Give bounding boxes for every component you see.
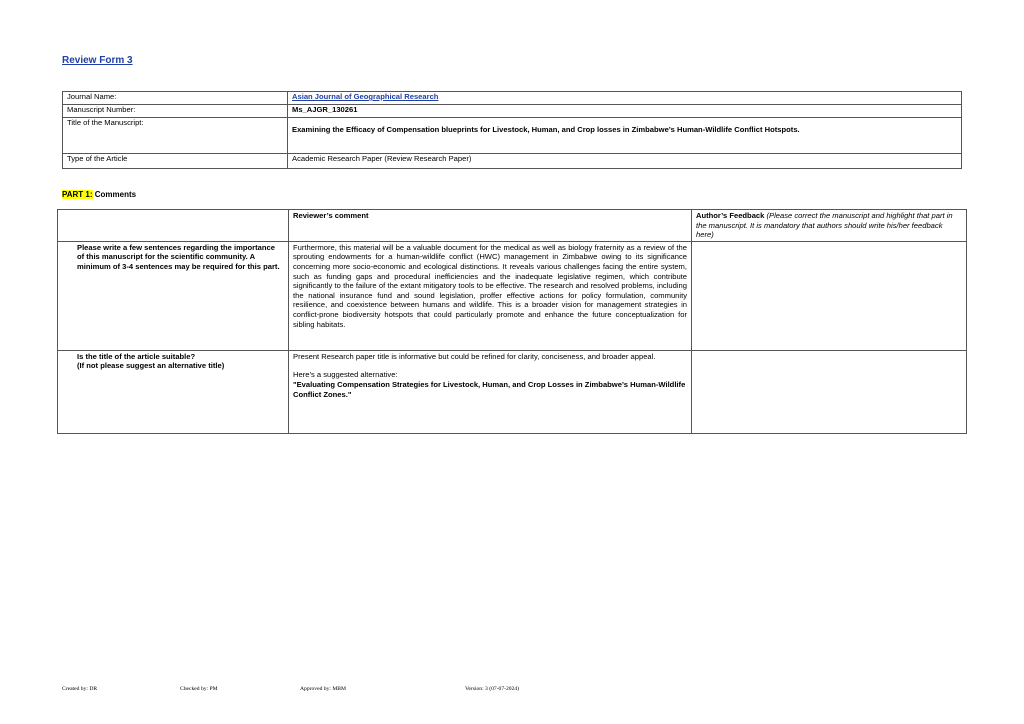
journal-name-link[interactable]: Asian Journal of Geographical Research [292,92,439,101]
reviewer-answer-importance: Furthermore, this material will be a valuable document for the medical as well as biology fraternity as a review of the sprouting endowments for a human-wildlife conflict (HWC) management in Zimbabwe owing to its significance concerning more socio-economic and ecological distinctions. It reveals various challenges facing the entire system, such as funding gaps and procedural inefficiencies and the inadequate legislative regimen, which contribute significantly to the failure of the extant mitigatory tools to be effective. The research and resolved problems, including the national insurance fund and sound legislation, proffer effective actions for policy formulation, community resilience, and coexistence between humans and wildlife. This is a broader vision for management strategies in conflict-prone biodiversity hotspots that could particularly promote and enhance the future conceptualization for sibling habitats. [289,241,692,350]
comments-table [57,209,967,434]
article-type-label: Type of the Article [63,154,288,169]
manuscript-number-value: Ms_AJGR_130261 [288,105,962,118]
manuscript-info-table [62,91,962,169]
page-footer [0,686,1024,696]
author-feedback-title-cell[interactable] [692,350,967,433]
journal-name-label: Journal Name: [63,92,288,105]
footer-checked-by: Checked by: PM [180,686,218,692]
author-feedback-header [692,210,967,242]
manuscript-title-value: Examining the Efficacy of Compensation blueprints for Livestock, Human, and Crop losses in Zimbabwe’s Human-Wildlife Conflict Hotspots. [288,118,962,154]
author-feedback-instructions: (Please correct the manuscript and highlight that part in the manuscript. It is mandatory that authors should write his/her feedback here) [696,211,953,240]
form-title: Review Form 3 [62,55,133,66]
part-title: Comments [92,190,137,199]
suggested-alternative-title: "Evaluating Compensation Strategies for Livestock, Human, and Crop Losses in Zimbabwe’s Human-Wildlife Conflict Zones." [293,379,686,399]
question-importance: Please write a few sentences regarding the importance of this manuscript for the scientific community. A minimum of 3-4 sentences may be required for this part. [58,241,289,350]
manuscript-title-label: Title of the Manuscript: [63,118,288,154]
question-title-line2: (If not please suggest an alternative title) [77,361,225,371]
question-title-line1: Is the title of the article suitable? [77,351,196,361]
article-type-value: Academic Research Paper (Review Research Paper) [288,154,962,169]
blank-header-cell [58,210,289,242]
reviewer-answer-title [289,350,692,433]
author-feedback-importance[interactable] [692,241,967,350]
footer-approved-by: Approved by: MBM [300,686,346,692]
author-feedback-title: Author’s Feedback [696,211,765,220]
title-answer-intro: Present Research paper title is informative but could be refined for clarity, conciseness, and broader appeal. [293,351,656,361]
question-title-suitable [58,350,289,433]
part-heading [62,190,136,199]
reviewer-comment-header: Reviewer’s comment [289,210,692,242]
footer-version: Version: 3 (07-07-2024) [465,686,520,692]
part-label: PART 1: [62,190,93,199]
manuscript-number-label: Manuscript Number: [63,105,288,118]
title-answer-suggestion-label: Here’s a suggested alternative: [293,370,398,380]
footer-created-by: Created by: DR [62,686,98,692]
